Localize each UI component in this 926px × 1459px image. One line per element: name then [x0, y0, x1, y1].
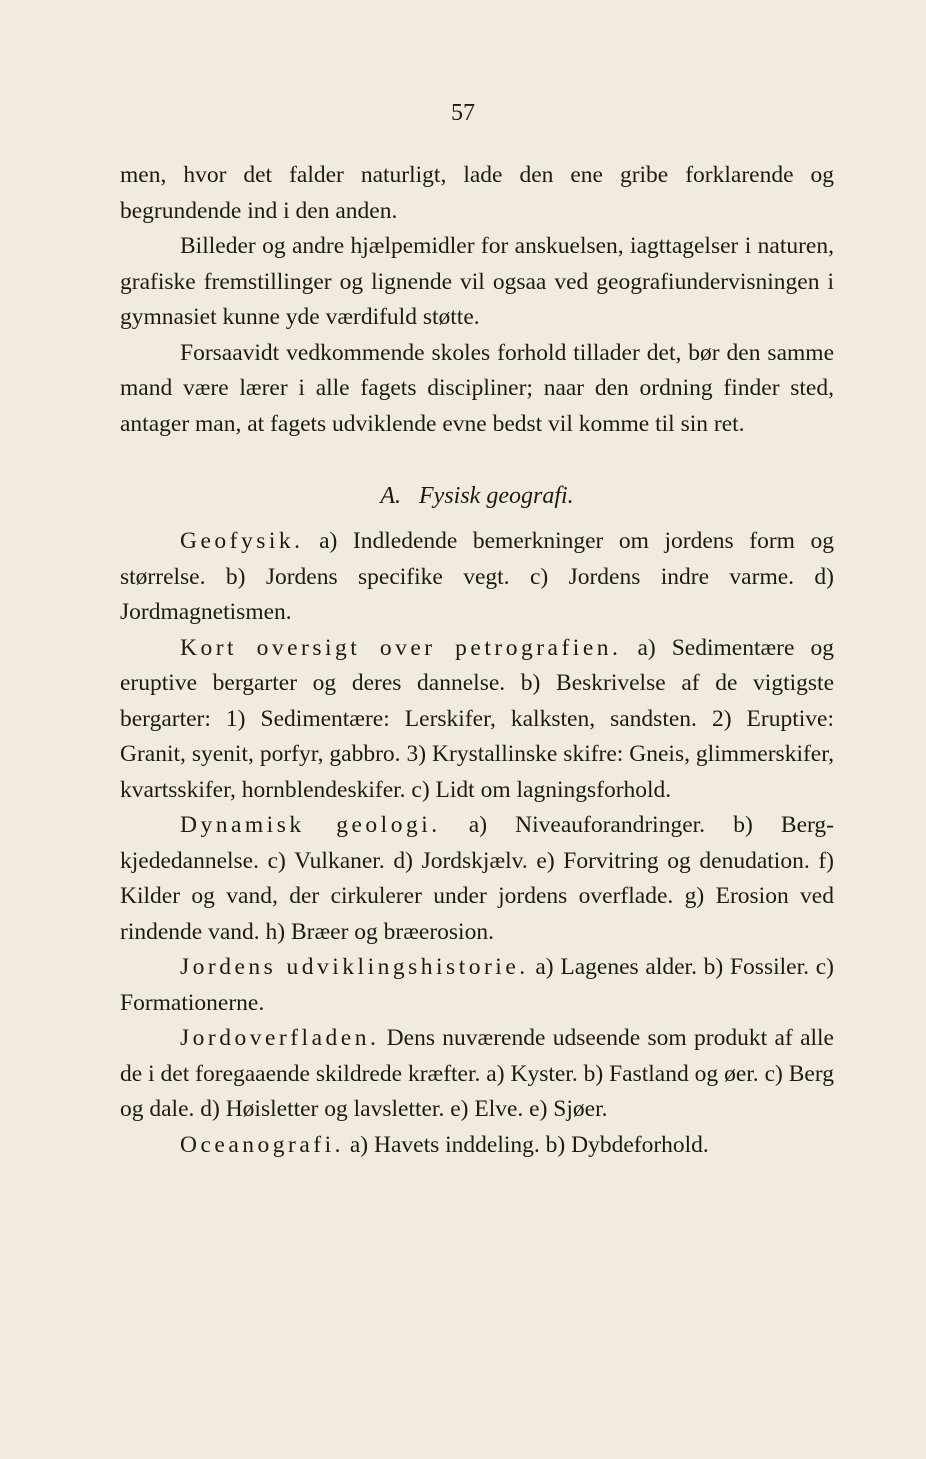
topic-text: a) Indledende bemerkninger om jordens form og størrelse. b) Jordens specifike vegt. c) Jordens indre varme. d) Jordmagnetismen.: [120, 528, 834, 625]
topic-text: Dens nuværende udseende som produkt af alle de i det foregaaende skildrede kræfter. a) Kyster. b) Fastland og øer. c) Berg og dale. d) Høisletter og lavsletter. e) Elve. e) Sjøer.: [120, 1025, 834, 1122]
section-title: Fysisk geografi.: [419, 483, 574, 509]
topic-text: a) Havets inddeling. b) Dybdeforhold.: [344, 1131, 709, 1158]
topic-petrografi: [120, 631, 834, 809]
section-number: A.: [380, 483, 402, 509]
topic-title: Oceanografi.: [180, 1131, 344, 1158]
topic-dynamisk-geologi: [120, 808, 834, 950]
topic-text: a) Sedimentære og eruptive bergarter og deres dannelse. b) Beskrivelse af de vigtigste bergarter: 1) Sedimentære: Lerskifer, kalksten, sandsten. 2) Eruptive: Granit, syenit, porfyr, gabbro. 3) Krystallinske skifre: Gneis, glimmerskifer, kvartsskifer, hornblendeskifer. c) Lidt om lagningsforhold.: [120, 634, 834, 803]
topic-geofysik: [120, 524, 834, 631]
topic-text: a) Lagenes alder. b) Fossiler. c) Formationerne.: [120, 954, 834, 1016]
topic-text: a) Niveauforandringer. b) Bergkjededannelse. c) Vulkaner. d) Jordskjælv. e) Forvitring og denudation. f) Kilder og vand, der cirkulerer under jordens overflade. g) Erosion ved rindende vand. h) Bræer og bræerosion.: [120, 812, 834, 945]
topic-title: Geofysik.: [180, 528, 304, 554]
paragraph-intro-2: Billeder og andre hjælpemidler for anskuelsen, iagttagelser i naturen, grafiske fremstillinger og lignende vil ogsaa ved geografiundervisningen i gymnasiet kunne yde værdifuld støtte.: [120, 233, 834, 330]
section-heading: [120, 478, 834, 514]
topic-title: Kort oversigt over petrografien.: [180, 634, 622, 661]
topic-oceanografi: [120, 1128, 834, 1164]
paragraph-intro-3: Forsaavidt vedkommende skoles forhold tillader det, bør den samme mand være lærer i alle fagets discipliner; naar den ordning finder sted, antager man, at fagets udviklende evne bedst vil komme til sin ret.: [120, 339, 834, 437]
topic-title: Dynamisk geologi.: [180, 812, 441, 838]
topic-title: Jordoverfladen.: [180, 1025, 380, 1051]
topic-jordens-udviklingshistorie: [120, 950, 834, 1021]
page-body: [120, 158, 834, 1163]
paragraph-intro-1: men, hvor det falder naturligt, lade den ene gribe forklarende og begrundende ind i den anden.: [120, 162, 834, 224]
topic-title: Jordens udviklingshistorie.: [180, 954, 529, 980]
page-number: 57: [451, 100, 475, 126]
topic-jordoverfladen: [120, 1021, 834, 1128]
